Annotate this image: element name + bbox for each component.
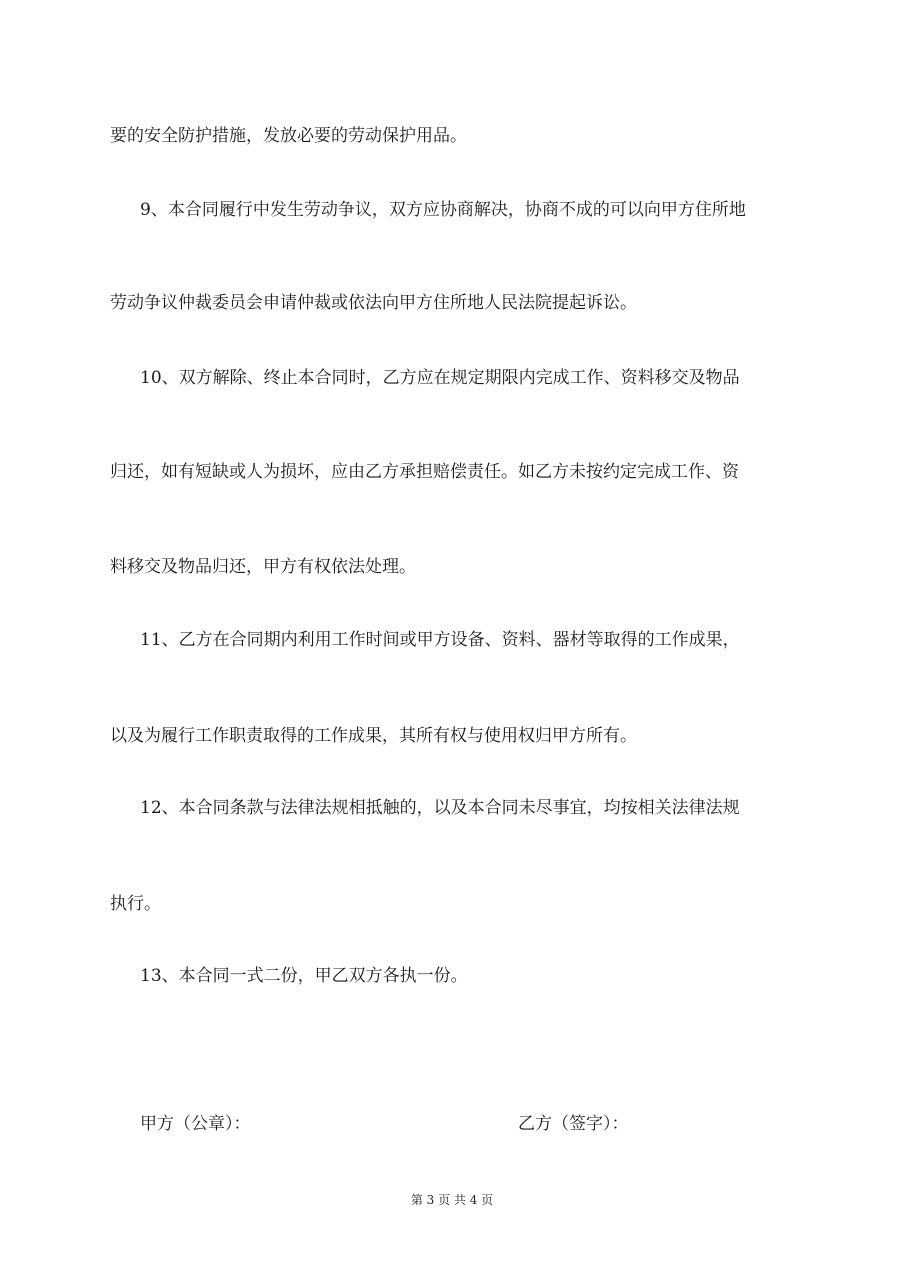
clause-11-line-2: 以及为履行工作职责取得的工作成果，其所有权与使用权归甲方所有。: [110, 726, 637, 746]
clause-13-line-1: 13、本合同一式二份，甲乙双方各执一份。: [140, 966, 468, 986]
party-b-signature-label: 乙方（签字）：: [518, 1114, 629, 1134]
clause-10-line-1: 10、双方解除、终止本合同时，乙方应在规定期限内完成工作、资料移交及物品: [140, 368, 740, 388]
page-number-footer: 第 3 页 共 4 页: [410, 1193, 494, 1207]
clause-12-line-1: 12、本合同条款与法律法规相抵触的，以及本合同未尽事宜，均按相关法律法规: [140, 798, 740, 818]
clause-12-line-2: 执行。: [110, 894, 161, 914]
clause-11-line-1: 11、乙方在合同期内利用工作时间或甲方设备、资料、器材等取得的工作成果，: [140, 630, 740, 650]
clause-9-line-2: 劳动争议仲裁委员会申请仲裁或依法向甲方住所地人民法院提起诉讼。: [110, 293, 637, 313]
party-a-signature-label: 甲方（公章）：: [140, 1114, 251, 1134]
clause-9-line-1: 9、本合同履行中发生劳动争议，双方应协商解决，协商不成的可以向甲方住所地: [140, 200, 746, 220]
clause-10-line-3: 料移交及物品归还，甲方有权依法处理。: [110, 557, 416, 577]
body-line-1: 要的安全防护措施，发放必要的劳动保护用品。: [110, 126, 467, 146]
clause-10-line-2: 归还，如有短缺或人为损坏，应由乙方承担赔偿责任。如乙方未按约定完成工作、资: [110, 462, 739, 482]
